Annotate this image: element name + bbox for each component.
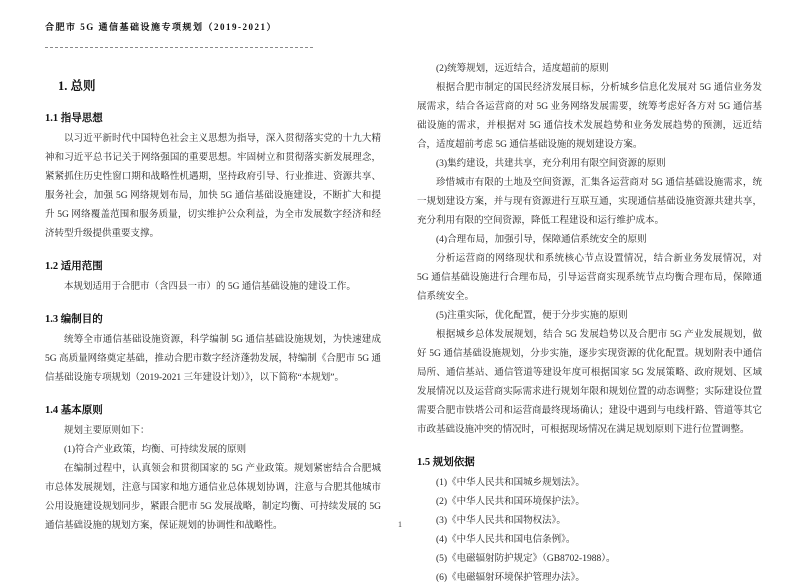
legal-reference-item: (6)《电磁辐射环境保护管理办法》。 xyxy=(436,573,585,583)
legal-reference-item: (1)《中华人民共和国城乡规划法》。 xyxy=(436,478,585,488)
paragraph: 珍惜城市有限的土地及空间资源，汇集各运营商对 5G 通信基础设施需求，统一规划建设方案，并与现有资源进行互联互通，实现通信基础设施资源共建共享，充分利用有限的空间资源，降低工程建设和运行维护成本。 xyxy=(417,178,762,226)
paragraph: 在编制过程中，认真领会和贯彻国家的 5G 产业政策。规划紧密结合合肥城市总体发展规划，注意与国家和地方通信业总体规划协调，注意与合肥其他城市公用设施建设规划同步，紧跟合肥市 5G 发展战略，制定均衡、可持续发展的 5G 通信基础设施的规划方案，保证规划的协调性和战略性。 xyxy=(45,464,381,531)
paragraph: 统筹全市通信基础设施资源，科学编制 5G 通信基础设施规划，为快速建成 5G 高质量网络奠定基础，推动合肥市数字经济蓬勃发展，特编制《合肥市 5G 通信基础设施专项规划（2019-2021 三年建设计划）》，以下简称“本规划”。 xyxy=(45,335,381,383)
paragraph: 分析运营商的网络现状和系统核心节点设置情况，结合新业务发展情况，对 5G 通信基础设施进行合理布局，引导运营商实现系统节点均衡合理布局，保障通信系统安全。 xyxy=(417,254,762,302)
page-number: 1 xyxy=(398,520,402,529)
left-column xyxy=(45,60,381,536)
paragraph: (1)符合产业政策，均衡、可持续发展的原则 xyxy=(64,445,247,455)
legal-reference-item: (3)《中华人民共和国物权法》。 xyxy=(436,516,566,526)
paragraph: 规划主要原则如下： xyxy=(64,426,150,436)
paragraph: 以习近平新时代中国特色社会主义思想为指导，深入贯彻落实党的十九大精神和习近平总书记关于网络强国的重要思想。牢固树立和贯彻落实新发展理念，紧紧抓住历史性窗口期和战略性机遇期，坚持政府引导、行业推进、资源共享、服务社会，加强 5G 网络规划布局，加快 5G 通信基础设施建设，不断扩大和提升 5G 网络覆盖范围和服务质量，切实维护公众利益，为全市发展数字经济和经济转型升级提供重要支撑。 xyxy=(45,134,381,239)
section-heading-planning-basis: 1.5 规划依据 xyxy=(417,457,475,468)
legal-reference-item: (5)《电磁辐射防护规定》（GB8702-1988）。 xyxy=(436,554,616,564)
paragraph: 根据城乡总体发展规划，结合 5G 发展趋势以及合肥市 5G 产业发展规划，做好 5G 通信基础设施规划，分步实施，逐步实现资源的优化配置。规划附表中通信局所、通信基站、通信管道等建设年度可根据国家 5G 发展策略、政府规划、区域发展情况以及运营商实际需求进行规划年限和规划位置的动态调整；实际建设位置需要合肥市铁塔公司和运营商最终现场确认；建设中遇到与电线杆路、管道等其它市政基础设施冲突的情况时，可根据现场情况在满足规划原则下进行位置调整。 xyxy=(417,330,762,435)
section-heading-principles: 1.4 基本原则 xyxy=(45,405,103,416)
header-divider xyxy=(45,47,313,48)
paragraph: 根据合肥市制定的国民经济发展目标，分析城乡信息化发展对 5G 通信业务发展需求，结合各运营商的对 5G 业务网络发展需要，统筹考虑好各方对 5G 通信基础设施的需求，并根据对 5G 通信技术发展趋势和业务发展趋势的预测，远近结合，适度超前考虑 5G 通信基础设施的规划建设方案。 xyxy=(417,83,762,150)
section-heading-guiding-ideology: 1.1 指导思想 xyxy=(45,113,103,124)
paragraph: (5)注重实际，优化配置，便于分步实施的原则 xyxy=(436,311,628,321)
paragraph: (4)合理布局，加强引导，保障通信系统安全的原则 xyxy=(436,235,647,245)
page-footer xyxy=(0,514,800,532)
chapter-heading: 1. 总则 xyxy=(58,79,96,93)
section-heading-purpose: 1.3 编制目的 xyxy=(45,314,103,325)
document-title: 合肥市 5G 通信基础设施专项规划（2019-2021） xyxy=(45,22,277,32)
right-column xyxy=(417,60,762,588)
paragraph: (3)集约建设，共建共享，充分利用有限空间资源的原则 xyxy=(436,159,666,169)
section-heading-scope: 1.2 适用范围 xyxy=(45,261,103,272)
legal-reference-item: (4)《中华人民共和国电信条例》。 xyxy=(436,535,576,545)
legal-reference-item: (2)《中华人民共和国环境保护法》。 xyxy=(436,497,585,507)
paragraph: 本规划适用于合肥市（含四县一市）的 5G 通信基础设施的建设工作。 xyxy=(64,282,356,292)
document-header xyxy=(45,20,762,48)
content-columns xyxy=(45,60,762,588)
paragraph: (2)统筹规划，远近结合，适度超前的原则 xyxy=(436,64,609,74)
